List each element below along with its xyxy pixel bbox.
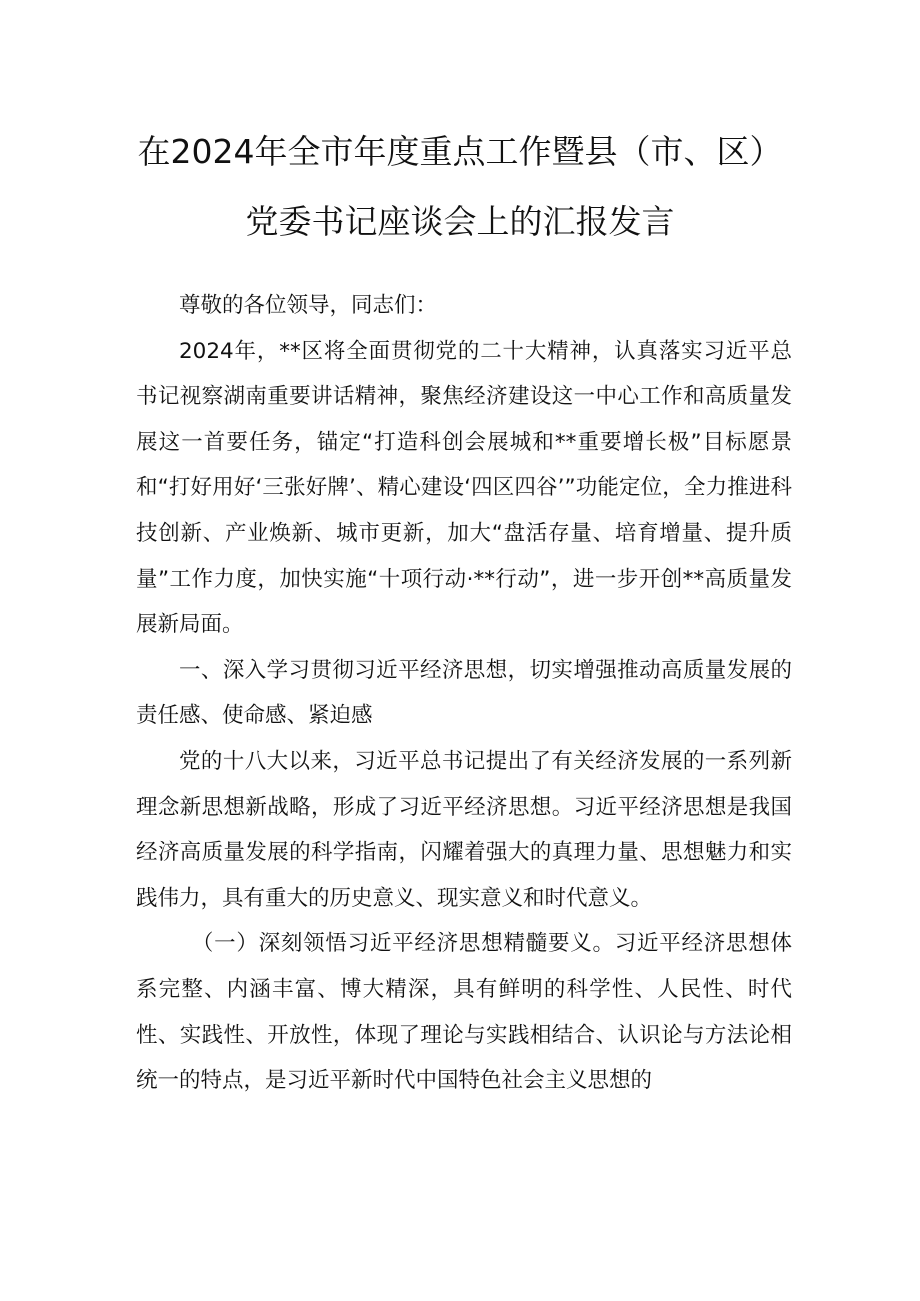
section-1-paragraph: 党的十八大以来，习近平总书记提出了有关经济发展的一系列新理念新思想新战略，形成了习近平经济思想。习近平经济思想是我国经济高质量发展的科学指南，闪耀着强大的真理力量、思想魅力和实践伟力，具有重大的历史意义、现实意义和时代意义。	[136, 748, 792, 911]
document-title-line-1: 在2024年全市年度重点工作暨县（市、区）	[137, 132, 783, 171]
subsection-1-paragraph: （一）深刻领悟习近平经济思想精髓要义。习近平经济思想体系完整、内涵丰富、博大精深，具有鲜明的科学性、人民性、时代性、实践性、开放性，体现了理论与实践相结合、认识论与方法论相统一的特点，是习近平新时代中国特色社会主义思想的	[136, 931, 792, 1094]
section-heading-1: 一、深入学习贯彻习近平经济思想，切实增强推动高质量发展的责任感、使命感、紧迫感	[136, 657, 792, 729]
intro-paragraph: 2024年，**区将全面贯彻党的二十大精神，认真落实习近平总书记视察湖南重要讲话精神，聚焦经济建设这一中心工作和高质量发展这一首要任务，锚定“打造科创会展城和**重要增长极”目标愿景和“打好用好‘三张好牌’、精心建设‘四区四谷’”功能定位，全力推进科技创新、产业焕新、城市更新，加大“盘活存量、培育增量、提升质量”工作力度，加快实施“十项行动·**行动”，进一步开创**高质量发展新局面。	[136, 338, 792, 638]
salutation-paragraph: 尊敬的各位领导，同志们：	[179, 293, 438, 318]
document-title-line-2: 党委书记座谈会上的汇报发言	[245, 202, 675, 241]
document-body	[136, 283, 792, 1104]
